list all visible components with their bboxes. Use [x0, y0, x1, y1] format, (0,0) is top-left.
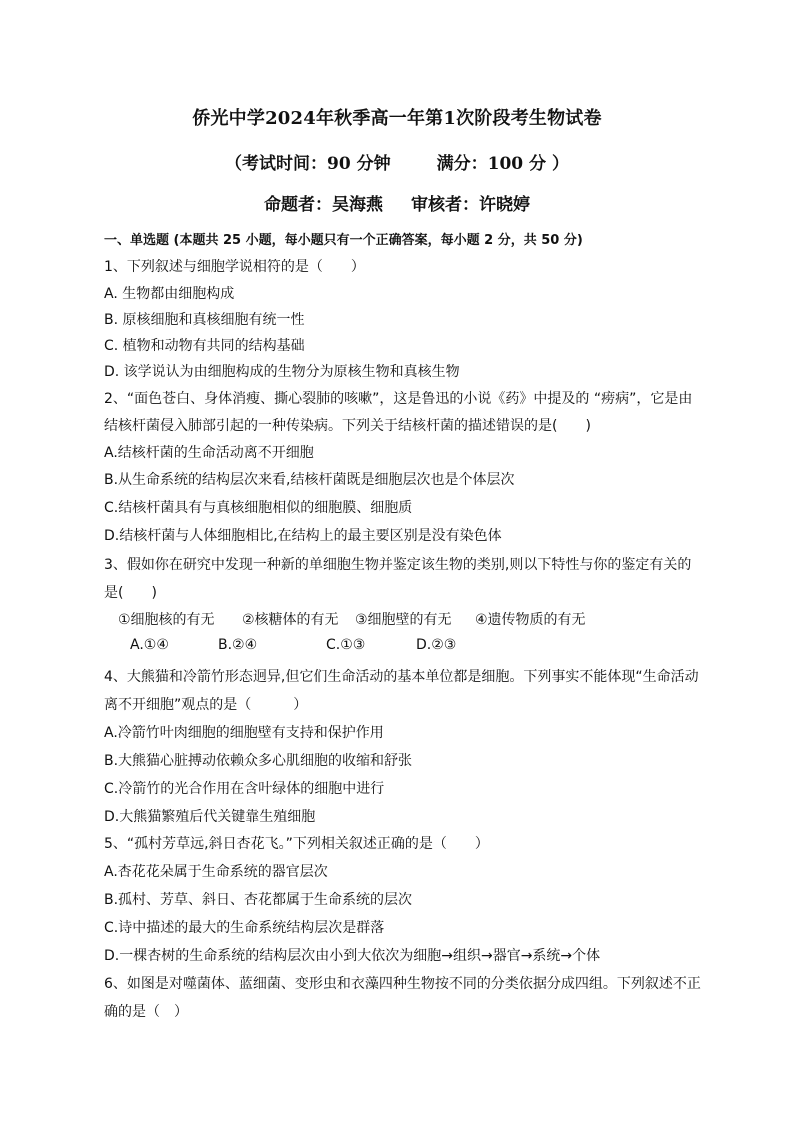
question-4-option-b: B.大熊猫心脏搏动依赖众多心肌细胞的收缩和舒张 [104, 753, 413, 769]
question-1-option-b: B. 原核细胞和真核细胞有统一性 [104, 312, 305, 328]
question-4-option-d: D.大熊猫繁殖后代关键靠生殖细胞 [104, 809, 316, 825]
feature-2: ②核糖体的有无 [242, 612, 339, 628]
question-5-option-c: C.诗中描述的最大的生命系统结构层次是群落 [104, 920, 385, 936]
question-1-stem: 1、下列叙述与细胞学说相符的是（ ） [104, 259, 365, 275]
full-score: 满分：100 分 ） [436, 154, 569, 174]
question-5-option-a: A.杏花花朵属于生命系统的器官层次 [104, 864, 328, 880]
exam-authors [0, 190, 794, 215]
question-4-stem-line2: 离不开细胞”观点的是（ ） [104, 697, 308, 713]
author: 命题者：吴海燕 [264, 195, 383, 215]
question-4-option-c: C.冷箭竹的光合作用在含叶绿体的细胞中进行 [104, 781, 385, 797]
question-5-option-b: B.孤村、芳草、斜日、杏花都属于生命系统的层次 [104, 892, 413, 908]
question-1-option-d: D. 该学说认为由细胞构成的生物分为原核生物和真核生物 [104, 364, 460, 380]
question-2-option-a: A.结核杆菌的生命活动离不开细胞 [104, 445, 314, 461]
question-3-option-b: B.②④ [218, 637, 258, 653]
question-5-option-d: D.一棵杏树的生命系统的结构层次由小到大依次为细胞→组织→器官→系统→个体 [104, 948, 601, 964]
question-2-option-b: B.从生命系统的结构层次来看,结核杆菌既是细胞层次也是个体层次 [104, 472, 515, 488]
feature-1: ①细胞核的有无 [118, 612, 215, 628]
section-heading: 一、单选题 (本题共 25 小题，每小题只有一个正确答案，每小题 2 分，共 50 分) [104, 233, 583, 248]
question-6-stem-line2: 确的是（ ） [104, 1004, 188, 1020]
reviewer: 审核者：许晓婷 [411, 195, 530, 215]
question-2-stem-line1: 2、“面色苍白、身体消瘦、撕心裂肺的咳嗽”，这是鲁迅的小说《药》中提及的 “痨病”，它是由 [104, 391, 693, 407]
question-3-option-a: A.①④ [130, 637, 169, 653]
question-1-option-c: C. 植物和动物有共同的结构基础 [104, 338, 305, 354]
question-4-stem-line1: 4、大熊猫和冷箭竹形态迥异,但它们生命活动的基本单位都是细胞。下列事实不能体现“生命活动 [104, 669, 699, 685]
question-3-features [118, 609, 586, 629]
exam-time: （考试时间：90 分钟 [225, 154, 391, 174]
question-2-option-d: D.结核杆菌与人体细胞相比,在结构上的最主要区别是没有染色体 [104, 528, 502, 544]
question-3-option-d: D.②③ [416, 637, 457, 653]
question-2-option-c: C.结核杆菌具有与真核细胞相似的细胞膜、细胞质 [104, 500, 413, 516]
question-3-stem-line1: 3、假如你在研究中发现一种新的单细胞生物并鉴定该生物的类别,则以下特性与你的鉴定有关的 [104, 557, 692, 573]
question-1-option-a: A. 生物都由细胞构成 [104, 286, 235, 302]
question-3-stem-line2: 是( ) [104, 585, 157, 601]
question-5-stem: 5、“孤村芳草远,斜日杏花飞。”下列相关叙述正确的是（ ） [104, 836, 489, 852]
question-6-stem-line1: 6、如图是对噬菌体、蓝细菌、变形虫和衣藻四种生物按不同的分类依据分成四组。下列叙述不正 [104, 976, 701, 992]
question-2-stem-line2: 结核杆菌侵入肺部引起的一种传染病。下列关于结核杆菌的描述错误的是( ) [104, 418, 591, 434]
question-3-options [130, 637, 456, 653]
exam-title: 侨光中学2024年秋季高一年第1次阶段考生物试卷 [192, 108, 602, 129]
question-3-option-c: C.①③ [326, 637, 366, 653]
question-4-option-a: A.冷箭竹叶肉细胞的细胞壁有支持和保护作用 [104, 725, 384, 741]
feature-4: ④遗传物质的有无 [475, 612, 586, 628]
feature-3: ③细胞壁的有无 [355, 612, 452, 628]
exam-info [0, 149, 794, 174]
